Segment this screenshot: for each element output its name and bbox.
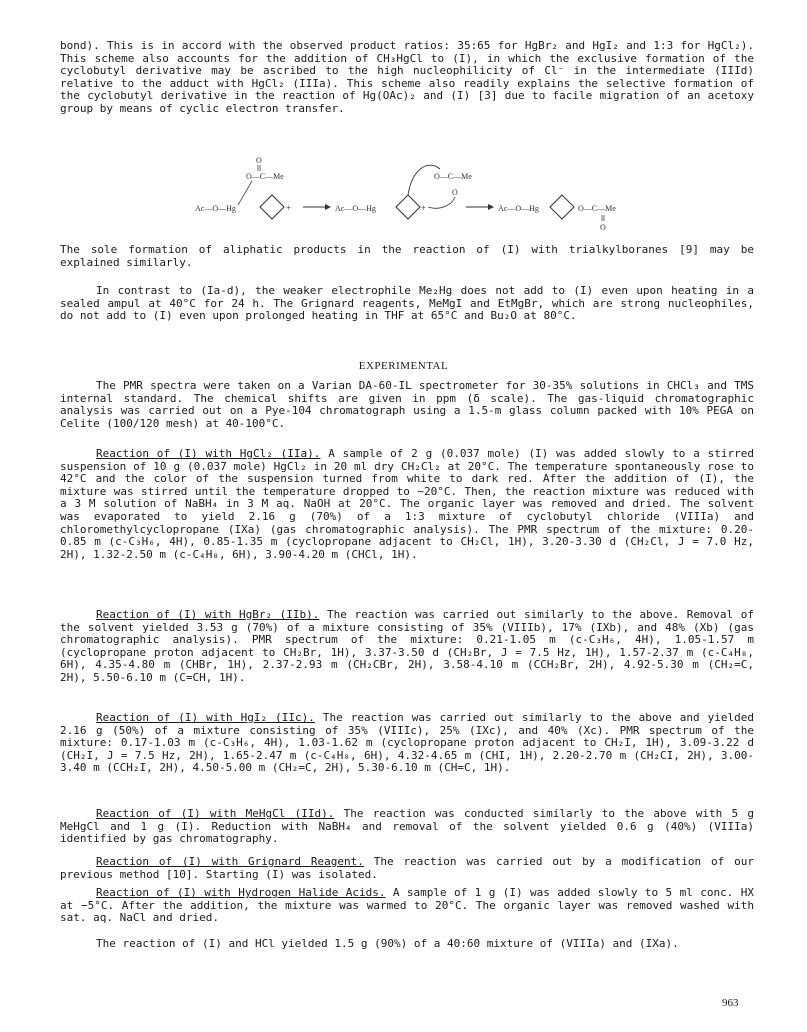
arrow-icon bbox=[488, 204, 494, 210]
section-title: Reaction of (I) with HgCl₂ (IIa). bbox=[96, 447, 321, 460]
section-title: Reaction of (I) with HgI₂ (IIc). bbox=[96, 711, 315, 724]
scheme-o-c-me-2: O—C—Me bbox=[434, 172, 472, 181]
section-hgbr2 bbox=[60, 609, 754, 685]
scheme-ac-o-hg-3: Ac—O—Hg bbox=[498, 204, 539, 213]
scheme-o-c-me-3: O—C—Me bbox=[578, 204, 616, 213]
section-body: The reaction was carried out by a modification of our previous method [10]. Starting (I) was isolated. bbox=[60, 855, 754, 881]
section-grignard bbox=[60, 856, 754, 881]
reaction-scheme bbox=[190, 155, 750, 235]
intro-line: of Cl⁻ in the intermediate (IIId) relative to the adduct with HgCl₂ (IIIa). This scheme also bbox=[60, 64, 755, 90]
intro-line: Hg(OAc)₂ and (I) [3] due to facile migration of an acetoxy group by means of cyclic electron bbox=[60, 89, 755, 115]
section-body: A sample of 2 g (0.037 mole) (I) was added slowly to a stirred suspension of 10 g (0.037 mole) HgCl₂ in 20 ml dry CH₂Cl₂ at 20°C. The temperature spontaneously rose to 42°C and the color of the suspension turned from white to dark red. After the addition of (I), the mixture was stirred until the temperature dropped to ∼20°C. Then, the reaction mixture was reduced with a 3 M solution of NaBH₄ in 3 M aq. NaOH at 20°C. The organic layer was removed and dried. The solvent was evaporated to yield 2.16 g (70%) of a 1:3 mixture of cyclobutyl chloride (VIIIa) and chloromethylcyclopropane (IXa) (gas chromatographic analysis). The PMR spectrum of the mixture: 0.20-0.85 m (c-C₃H₆, 4H), 0.85-1.35 m (cyclopropane adjacent to CH₂Cl, 1H), 3.20-3.30 d (CH₂Cl, J = 7.0 Hz, 2H), 1.32-2.50 m (c-C₄H₈, 6H), 3.90-4.20 m (CHCl, 1H). bbox=[60, 447, 754, 561]
cyclobutane-ring-3 bbox=[550, 195, 574, 219]
scheme-o-lower-2: O bbox=[452, 188, 458, 197]
scheme-o-bottom-3: O bbox=[600, 223, 606, 232]
section-title: Reaction of (I) with HgBr₂ (IIb). bbox=[96, 608, 320, 621]
section-title: Reaction of (I) with Grignard Reagent. bbox=[96, 855, 364, 868]
cyclobutane-ring-2 bbox=[396, 195, 420, 219]
section-body: The reaction was conducted similarly to the above with 5 g MeHgCl and 1 g (I). Reduction with NaBH₄ and removal of the solvent yielded 0.6 g (40%) (VIIIa) identified by gas chromatography. bbox=[60, 807, 754, 846]
scheme-o-top-1: O bbox=[256, 156, 262, 165]
section-mehgcl bbox=[60, 808, 754, 846]
scheme-o-c-me-1: O—C—Me bbox=[246, 172, 284, 181]
section-body: The reaction was carried out similarly to the above. Removal of the solvent yielded 3.53 g (70%) of a mixture consisting of 35% (VIIIb), 17% (IXb), and 48% (Xb) (gas chromatographic analysis). PMR spectrum of the mixture: 0.21-1.05 m (c-C₃H₆, 4H), 1.05-1.57 m (cyclopropane proton adjacent to CH₂Br, 1H), 3.37-3.50 d (CH₂Br, J = 7.5 Hz, 1H), 1.57-2.37 m (c-C₄H₈, 6H), 4.35-4.80 m (CHBr, 1H), 2.37-2.93 m (CH₂CBr, 2H), 3.58-4.10 m (CCH₂Br, 2H), 4.92-5.30 m (CH₂=C, 2H), 5.50-6.10 m (C=CH, 1H). bbox=[60, 608, 755, 684]
section-hgi2 bbox=[60, 712, 754, 775]
intro-line: transfer. bbox=[285, 101, 345, 115]
intro-line: 1:3 for HgCl₂). This scheme also accounts for the addition of CH₃HgCl to (I), in which the bbox=[60, 39, 754, 65]
paragraph-contrast: In contrast to (Ia-d), the weaker electrophile Me₂Hg does not add to (I) even upon heating in a sealed ampul at 40°C for 24 h. The Grignard reagents, MeMgI and EtMgBr, which are strong nucleophiles, do not add to (I) even upon prolonged heating in THF at 65°C and Bu₂O at 80°C. bbox=[60, 284, 754, 323]
section-title: Reaction of (I) with MeHgCl (IId). bbox=[96, 807, 335, 820]
intro-line: bond). This is in accord with the observed product ratios: 35:65 for HgBr₂ and HgI₂ and bbox=[60, 39, 647, 52]
intro-paragraph bbox=[60, 40, 754, 116]
arrow-icon bbox=[325, 204, 331, 210]
cyclobutane-ring-1 bbox=[260, 195, 284, 219]
intro-line: exclusive formation of the cyclobutyl derivative may be ascribed to the high nucleophilicity bbox=[60, 51, 755, 78]
section-heading: EXPERIMENTAL bbox=[358, 360, 449, 372]
scheme-plus-1: + bbox=[286, 203, 292, 213]
scheme-ac-o-hg-1: Ac—O—Hg bbox=[195, 204, 236, 213]
section-hgcl2 bbox=[60, 448, 754, 561]
paragraph-sole-formation: The sole formation of aliphatic products in the reaction of (I) with trialkylboranes [9] may be explained similarly. bbox=[60, 243, 754, 269]
paragraph-pmr: The PMR spectra were taken on a Varian DA-60-IL spectrometer for 30-35% solutions in CHCl₃ and TMS internal standard. The chemical shifts are given in ppm (δ scale). The gas-liquid chromatographic analysis was carried out on a Pye-104 chromatograph using a 1.5-m glass column packed with 10% PEGA on Celite (100/120 mesh) at 40-100°C. bbox=[60, 379, 754, 430]
scheme-ac-o-hg-2: Ac—O—Hg bbox=[335, 204, 376, 213]
section-hx bbox=[60, 887, 754, 925]
paragraph-final: The reaction of (I) and HCl yielded 1.5 g (90%) of a 40:60 mixture of (VIIIa) and (IXa). bbox=[96, 937, 679, 950]
section-title: Reaction of (I) with Hydrogen Halide Acids. bbox=[96, 886, 386, 899]
page-number: 963 bbox=[722, 997, 739, 1009]
scheme-plus-2: + bbox=[421, 203, 427, 213]
section-body: The reaction was carried out similarly to the above and yielded 2.16 g (50%) of a mixture consisting of 35% (VIIIc), 25% (IXc), and 40% (Xc). PMR spectrum of the mixture: 0.17-1.03 m (c-C₃H₆, 4H), 1.03-1.62 m (cyclopropane proton adjacent to CH₂I, 1H), 3.09-3.22 d (CH₂I, J = 7.5 Hz, 2H), 1.65-2.47 m (c-C₄H₈, 6H), 4.32-4.65 m (CHI, 1H), 2.20-2.70 m (CH₂CI, 2H), 3.00-3.40 m (CCH₂I, 2H), 4.50-5.00 m (CH₂=C, 2H), 5.30-6.10 m (CH=C, 1H). bbox=[60, 711, 755, 775]
section-body: A sample of 1 g (I) was added slowly to 5 ml conc. HX at −5°C. After the addition, the mixture was warmed to 20°C. The organic layer was removed washed with sat. aq. NaCl and dried. bbox=[60, 886, 754, 925]
intro-line: readily explains the selective formation of the cyclobutyl derivative in the reaction of bbox=[60, 76, 754, 103]
